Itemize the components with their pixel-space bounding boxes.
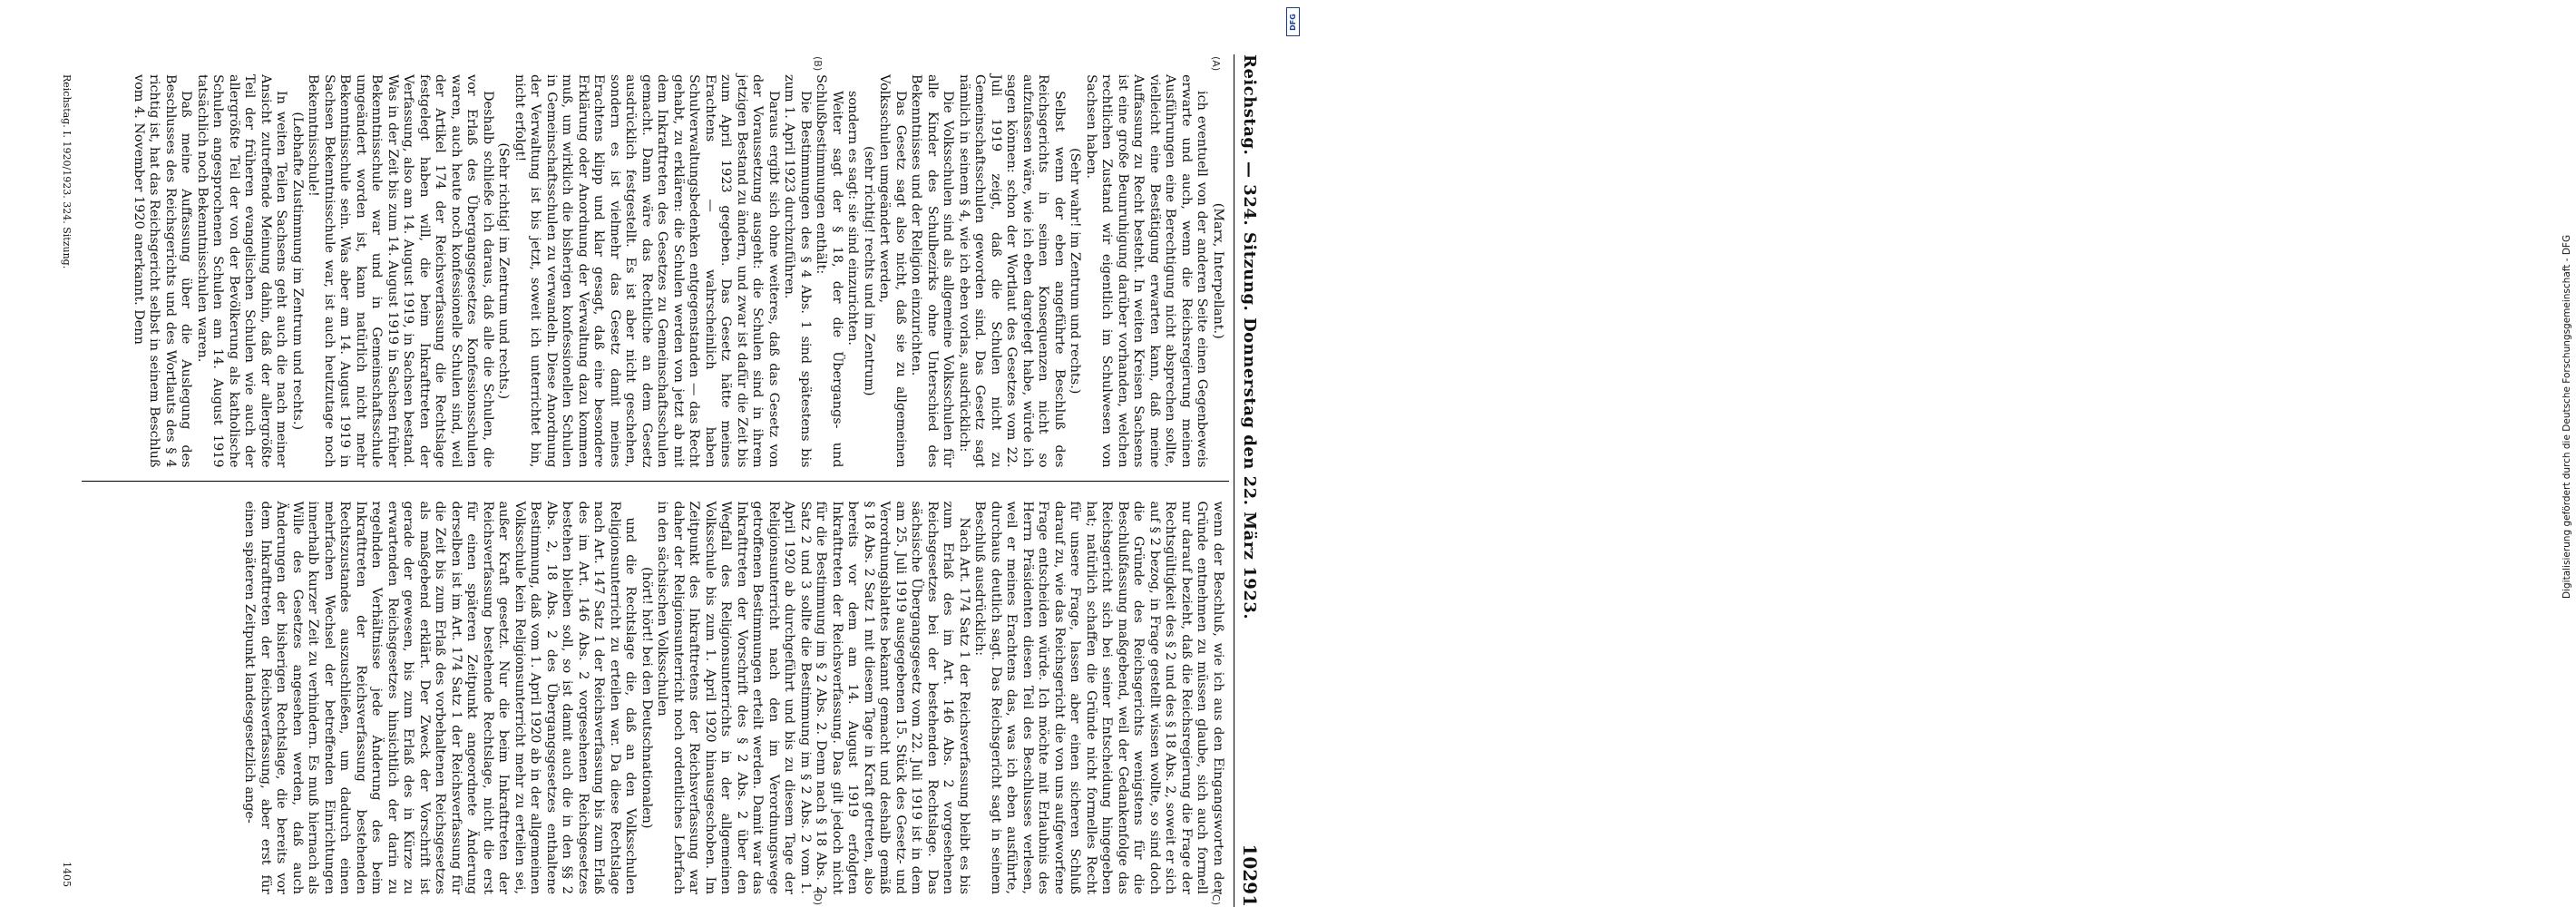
paragraph: (Marx, Interpellant.)	[1211, 202, 1225, 339]
margin-label-c: (C)	[1210, 890, 1222, 905]
paragraph: (hört! hört! bei den Deutschnationalen)	[639, 566, 654, 829]
margin-label-b: (B)	[812, 56, 824, 72]
right-column	[82, 481, 1229, 907]
margin-label-d: (D)	[812, 889, 824, 905]
footer-citation: Reichstag. I. 1920/1923. 324. Sitzung.	[61, 74, 73, 269]
page-number: 10291	[1239, 844, 1261, 907]
dfg-logo: DFG	[1286, 7, 1300, 36]
rotated-page	[45, 54, 1265, 907]
paragraph: Daraus ergibt sich ohne weiteres, daß das Gesetz von der Voraussetzung ausgeht: die Schulen sind in ihrem jetzigen Bestand zu ändern, und zwar ist dafür die Zeit bis zum April 1923 gegeben. Das Gesetz hätte meines Erachtens — wahrscheinlich haben Schulverwaltungsbedenken entgegenstanden — das Recht gehabt, zu erklären: die Schulen werden von jetzt ab mit dem Inkrafttreten des Gesetzes zu Gemeinschaftsschulen gemacht. Dann wäre das Rechtliche an dem Gesetz ausdrücklich festgestellt. Es ist aber nicht geschehen, sondern es ist vielmehr das Gesetz damit meines Erachtens klipp und klar gesagt, daß eine besondere Erklärung oder Anordnung der Verwaltung dazu kommen muß, um wirklich die bisherigen konfessionellen Schulen in Gemeinschaftsschulen zu verwandeln. Diese Anordnung der Verwaltung ist bis jetzt, soweit ich unterrichtet bin, nicht erfolgt!	[512, 74, 781, 468]
paragraph: Die Volksschulen sind als allgemeine Volksschulen für alle Kinder des Schulbezirks ohne Unterschied des Bekenntnisses und der Religion einzurichten.	[909, 74, 956, 468]
paragraph: (Sehr richtig! im Zentrum und rechts.)	[496, 142, 512, 400]
footer-page-code: 1405	[61, 862, 73, 887]
paragraph: (Lebhafte Zustimmung im Zentrum und rechts.)	[290, 112, 305, 431]
paragraph: Daß meine Auffassung über die Auslegung des Beschlusses des Reichsgerichts und des Wortlauts des § 4 richtig ist, hat das Reichsgericht selbst in seinem Beschluß vom 4. November 1920 anerkannt. Denn	[132, 74, 194, 468]
digitization-sidebar	[1277, 0, 2572, 907]
paragraph: (sehr richtig! rechts und im Zentrum)	[862, 145, 876, 396]
paragraph: Die Bestimmungen des § 4 Abs. 1 sind spätestens bis zum 1. April 1923 durchzuführen.	[782, 74, 813, 468]
paragraph: In weiten Teilen Sachsens geht auch die nach meiner Ansicht zutreffende Meinung dahin, daß der allergrößte Teil der früheren evangelischen Schulen wie auch der allergrößte Teil der von der Bevölkerung als katholische Schulen angesprochenen Schulen am 14. August 1919 tatsächlich noch Bekenntnisschulen waren.	[195, 74, 289, 468]
paragraph: Deshalb schließe ich daraus, daß alle die Schulen, die vor Erlaß des Übergangsgesetzes Konfessionsschulen waren, auch heute noch konfessionelle Schulen sind, weil der Artikel 174 der Reichsverfassung die Rechtslage festgelegt haben will, die beim Inkrafttreten der Verfassung, also am 14. August 1919, in Sachsen bestand. Was in der Zeit bis zum 14. August 1919 in Sachsen früher Bekenntnisschule war und in Gemeinschaftsschule umgeändert worden ist, kann natürlich nicht mehr Bekenntnisschule sein. Was aber am 14. August 1919 in Sachsen Bekenntnisschule war, ist auch heutzutage noch Bekenntnisschule!	[306, 74, 495, 468]
left-column	[82, 54, 1229, 481]
paragraph: (Sehr wahr! im Zentrum und rechts.)	[1068, 148, 1083, 395]
paragraph: Das Gesetz sagt also nicht, daß sie zu allgemeinen Volksschulen umgeändert werden,	[877, 74, 908, 468]
paragraph: sondern es sagt: sie sind einzurichten.	[845, 91, 861, 346]
paragraph: wenn der Beschluß, wie ich aus den Eingangsworten der Gründe entnehmen zu müssen glaube, sich auch formell nur darauf bezieht, daß die Reichsregierung die Frage der Rechtsgültigkeit des § 2 und des § 18 Abs. 2, soweit er sich auf § 2 bezog, in Frage gestellt wissen wollte, so sind doch die Gründe des Reichsgerichts wenigstens für die Beschlußfassung maßgebend, weil der Gedankenfolge das Reichsgericht sich bei seiner Entscheidung hingegeben hat; natürlich schaffen die Gründe nicht formelles Recht für unsere Frage, lassen aber einen sicheren Schluß darauf zu, wie das Reichsgericht die von uns aufgeworfene Frage entscheiden würde. Ich möchte mit Erlaubnis des Herrn Präsidenten diesen Teil des Beschlusses verlesen, weil er meines Erachtens das, was ich eben ausführte, durchaus deutlich sagt. Das Reichsgericht sagt in seinem Beschluß ausdrücklich:	[972, 501, 1225, 894]
paragraph: ich eventuell von der anderen Seite einen Gegenbeweis erwarte und auch, wenn die Reichsregierung meinen Ausführungen eine Berechtigung nicht absprechen sollte, vielleicht eine Bestätigung erwarten kann, daß meine Auffassung zu Recht besteht. In weiten Kreisen Sachsens ist eine große Beunruhigung darüber vorhanden, welchen rechtlichen Zustand wir eigentlich im Schulwesen von Sachsen haben.	[1084, 74, 1210, 468]
paragraph: Nach Art. 174 Satz 1 der Reichsverfassung bleibt es bis zum Erlaß des im Art. 146 Abs. 2 vorgesehenen Reichsgesetzes bei der bestehenden Rechtslage. Das sächsische Übergangsgesetz vom 22. Juli 1919 ist in dem am 25. Juli 1919 ausgegebenen 15. Stück des Gesetz- und Verordnungsblattes bekannt gemacht und deshalb gemäß § 18 Abs. 2 Satz 1 mit diesem Tage in Kraft getreten, also bereits vor dem am 14. August 1919 erfolgten Inkrafttreten der Reichsverfassung. Das gilt jedoch nicht für die Bestimmung im § 2 Abs. 2. Denn nach § 18 Abs. 2 Satz 2 und 3 sollte die Bestimmung im § 2 Abs. 2 vom 1. April 1920 ab durchgeführt und bis zu diesem Tage der Religionsunterricht nach den im Verordnungswege getroffenen Bestimmungen erteilt werden. Damit war das Inkrafttreten der Vorschrift des § 2 Abs. 2 über den Wegfall des Religionsunterrichts in der allgemeinen Volksschule bis zum 1. April 1920 hinausgeschoben. Im Zeitpunkt des Inkrafttretens der Reichsverfassung war daher der Religionsunterricht noch ordentliches Lehrfach in den sächsischen Volksschulen	[655, 501, 971, 894]
paragraph: Selbst wenn der eben angeführte Beschluß des Reichsgerichts in seinen Konsequenzen nicht so aufzufassen wäre, wie ich eben dargelegt habe, würde ich sagen können: schon der Wortlaut des Gesetzes vom 22. Juli 1919 zeigt, daß die Schulen nicht zu Gemeinschaftsschulen geworden sind. Das Gesetz sagt nämlich in seinem § 4, wie ich eben vorlas, ausdrücklich:	[957, 74, 1067, 468]
paragraph: und die Rechtslage die, daß an den Volksschulen Religionsunterricht zu erteilen war. Da diese Rechtslage nach Art. 147 Satz 1 der Reichsverfassung bis zum Erlaß des im Art. 146 Abs. 2 vorgesehenen Reichsgesetzes bestehen bleiben soll, so ist damit auch die in den §§ 2 Abs. 2, 18 Abs. 2 des Übergangsgesetzes enthaltene Bestimmung, daß vom 1. April 1920 ab in der allgemeinen Volksschule kein Religionsunterricht mehr zu erteilen sei, außer Kraft gesetzt. Nur die beim Inkrafttreten der Reichsverfassung bestehende Rechtslage, nicht die erst für einen späteren Zeitpunkt angeordnete Änderung derselben ist im Art. 174 Satz 1 der Reichsverfassung für die Zeit bis zum Erlaß des vorbehaltenen Reichsgesetzes als maßgebend erklärt. Der Zweck der Vorschrift ist gerade der gewesen, bis zum Erlaß des in Kürze zu erwartenden Reichsgesetzes hinsichtlich der darin zu regelnden Verhältnisse jede Änderung des beim Inkrafttreten der Reichsverfassung bestehenden Rechtszustandes auszuschließen, um dadurch einen mehrfachen Wechsel der betreffenden Einrichtungen innerhalb kurzer Zeit zu verhindern. Es muß hiernach als Wille des Gesetzes angesehen werden, daß auch Änderungen der bisherigen Rechtslage, die bereits vor dem Inkrafttreten der Reichsverfassung, aber erst für einen späteren Zeitpunkt landesgesetzlich ange-	[242, 501, 639, 894]
digitization-credit: Digitalisierung gefördert durch die Deutsche Forschungsgemeinschaft - DFG	[2561, 234, 2572, 599]
page-header	[1234, 54, 1265, 907]
paragraph: Weiter sagt der § 18, der die Übergangs- und Schlußbestimmungen enthält:	[814, 74, 844, 468]
page-header-title: Reichstag. — 324. Sitzung. Donnerstag den 22. März 1923.	[1240, 54, 1260, 620]
margin-label-a: (A)	[1210, 56, 1222, 72]
text-columns	[82, 54, 1229, 907]
page-footer	[51, 54, 73, 907]
